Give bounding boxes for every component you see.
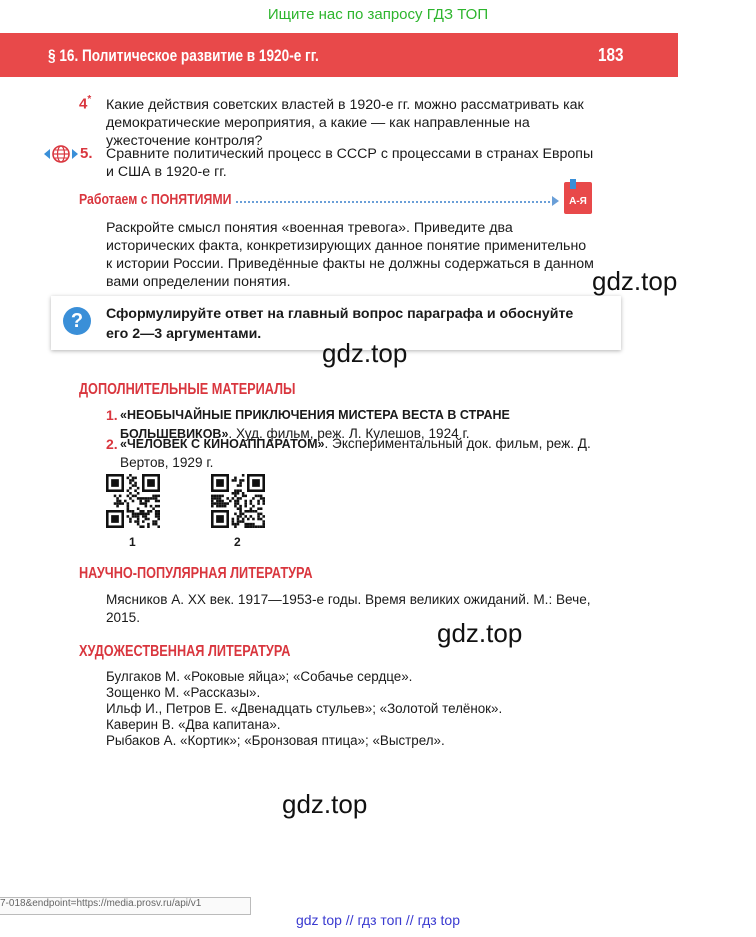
qr-code-1-label: 1	[129, 535, 136, 549]
concepts-heading-part2: ПОНЯТИЯМИ	[151, 191, 232, 208]
concepts-heading-part1: Работаем с	[79, 191, 152, 208]
concepts-dotted-line	[236, 201, 554, 203]
extra-materials-heading: ДОПОЛНИТЕЛЬНЫЕ МАТЕРИАЛЫ	[79, 381, 296, 398]
question-4-number: 4*	[79, 94, 92, 113]
top-ad-text: Ищите нас по запросу ГДЗ ТОП	[267, 6, 489, 23]
fiction-lit-item: Рыбаков А. «Кортик»; «Бронзовая птица»; «Выстрел».	[106, 733, 445, 748]
popular-lit-text: Мясников А. XX век. 1917—1953-е годы. Время великих ожиданий. М.: Вече, 2015.	[106, 592, 591, 625]
page-number: 183	[598, 45, 624, 65]
extra-item-2-number: 2.	[106, 436, 118, 452]
fiction-lit-item: Булгаков М. «Роковые яйца»; «Собачье сердце».	[106, 669, 413, 684]
watermark: gdz.top	[437, 618, 523, 648]
extra-item-1-title: «НЕОБЫЧАЙНЫЕ ПРИКЛЮЧЕНИЯ МИСТЕРА ВЕСТА В СТРАНЕ БОЛЬШЕВИКОВ»	[120, 408, 510, 441]
extra-item-1-number: 1.	[106, 407, 118, 423]
fiction-lit-list	[106, 669, 502, 749]
question-mark-icon: ?	[63, 307, 91, 335]
watermark: gdz.top	[282, 789, 368, 819]
question-5-number: 5.	[80, 145, 93, 162]
extra-item-2-title: «ЧЕЛОВЕК С КИНОАППАРАТОМ»	[120, 437, 325, 451]
dictionary-badge-label: А-Я	[569, 196, 587, 207]
question-4-star: *	[87, 94, 92, 105]
question-5-text: Сравните политический процесс в СССР с процессами в странах Европы и США в 1920-е гг.	[106, 146, 594, 180]
globe-icon[interactable]	[44, 145, 78, 168]
chapter-title: § 16. Политическое развитие в 1920-е гг.	[48, 46, 319, 65]
fiction-lit-heading: ХУДОЖЕСТВЕННАЯ ЛИТЕРАТУРА	[79, 643, 291, 660]
popular-lit-heading: НАУЧНО-ПОПУЛЯРНАЯ ЛИТЕРАТУРА	[79, 565, 313, 582]
qr-code-1[interactable]	[106, 474, 160, 528]
fiction-lit-item: Ильф И., Петров Е. «Двенадцать стульев»; «Золотой телёнок».	[106, 701, 503, 716]
extra-item-2	[120, 435, 608, 471]
concepts-text: Раскройте смысл понятия «военная тревога». Приведите два исторических факта, конкретизирующих данное понятие применительно к истории России. Приведённые факты не должны содержаться в данном вами определении понятия.	[106, 220, 594, 290]
fiction-lit-item: Зощенко М. «Рассказы».	[106, 685, 261, 700]
qr-code-2[interactable]	[211, 474, 265, 528]
dictionary-icon	[564, 182, 592, 214]
main-question-text: Сформулируйте ответ на главный вопрос параграфа и обоснуйте его 2—3 аргументами.	[106, 306, 574, 342]
url-fragment: 7-018&endpoint=https://media.prosv.ru/api/v1	[0, 897, 251, 915]
bookmark-icon	[570, 179, 576, 189]
watermark: gdz.top	[592, 266, 678, 296]
concepts-heading	[79, 191, 231, 208]
qr-code-2-label: 2	[234, 535, 241, 549]
watermark: gdz.top	[322, 338, 408, 368]
extra-item-1-detail: . Худ. фильм, реж. Л. Кулешов, 1924 г.	[228, 425, 470, 441]
fiction-lit-item: Каверин В. «Два капитана».	[106, 717, 281, 732]
footer-text: gdz top // гдз топ // гдз top	[295, 912, 461, 928]
extra-item-2-detail: . Экспериментальный док. фильм, реж. Д. Вертов, 1929 г.	[120, 436, 591, 470]
concepts-arrow-icon	[552, 196, 559, 206]
question-4-text: Какие действия советских властей в 1920-е гг. можно рассматривать как демократические мероприятия, а какие — как направленные на ужесточение контроля?	[106, 97, 584, 149]
